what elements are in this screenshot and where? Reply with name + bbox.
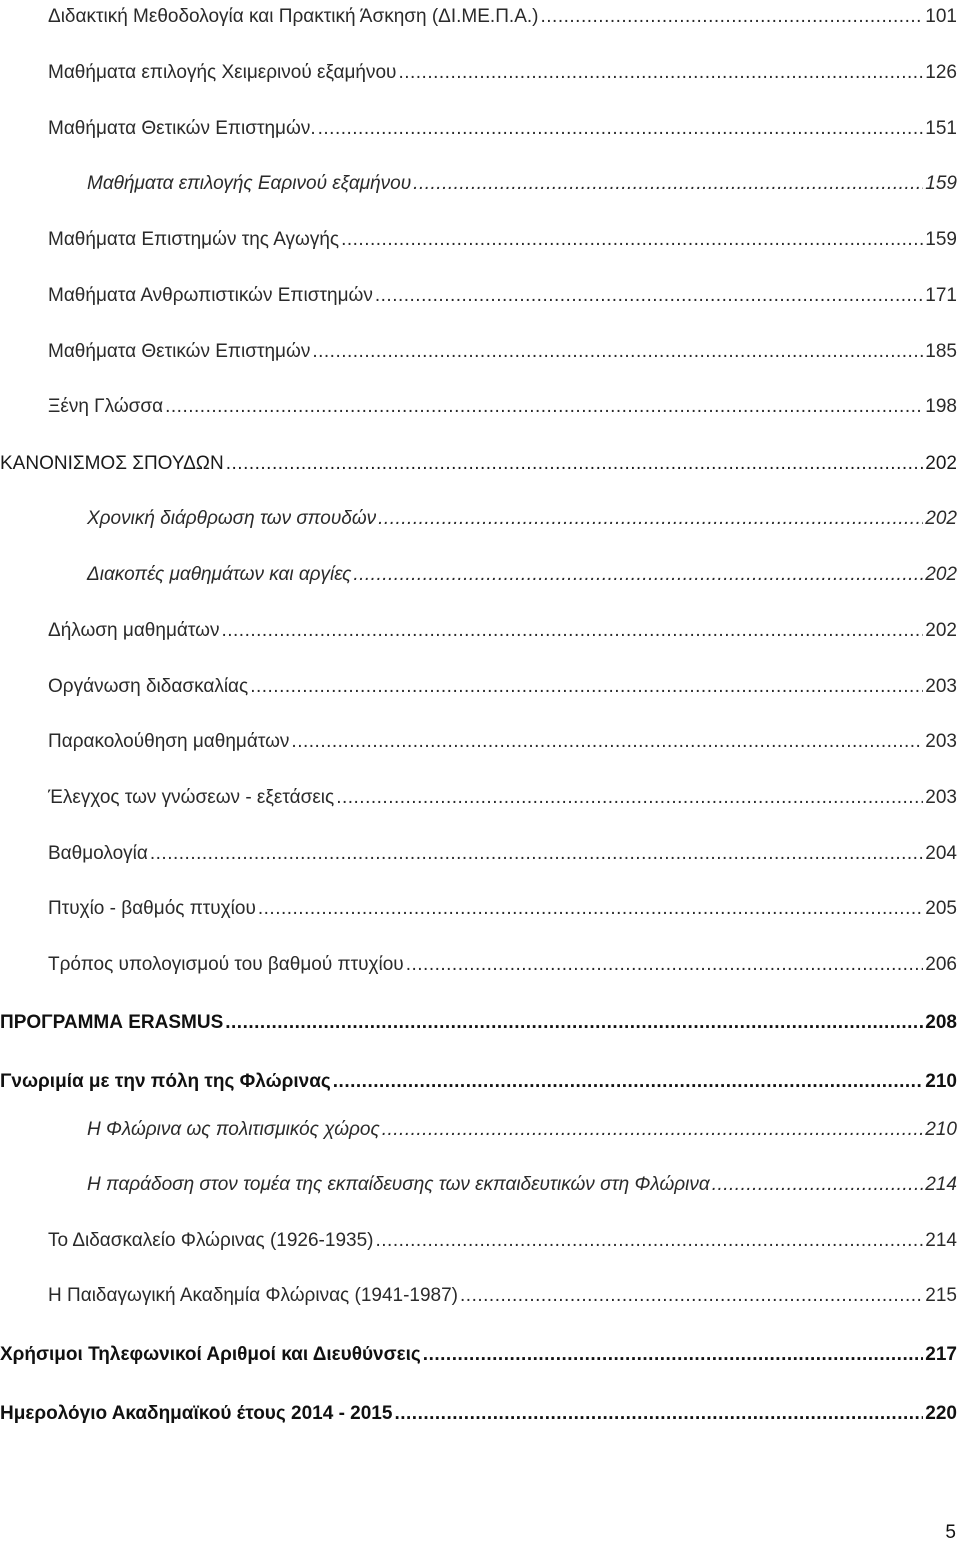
toc-entry[interactable] xyxy=(0,1063,957,1093)
toc-entry-page: 205 xyxy=(925,898,957,919)
toc-dot-leader xyxy=(341,229,923,251)
toc-entry-page: 159 xyxy=(925,173,957,194)
toc-entry[interactable] xyxy=(0,1111,957,1141)
toc-entry-page: 203 xyxy=(925,676,957,697)
toc-dot-leader xyxy=(291,731,923,753)
toc-entry[interactable] xyxy=(0,1222,957,1252)
toc-dot-leader xyxy=(406,954,924,976)
toc-entry[interactable] xyxy=(0,835,957,865)
toc-entry-page: 202 xyxy=(925,564,957,585)
toc-dot-leader xyxy=(382,1119,924,1141)
toc-dot-leader xyxy=(221,620,923,642)
toc-dot-leader xyxy=(413,173,923,195)
toc-entry-page: 214 xyxy=(925,1174,957,1195)
toc-entry[interactable] xyxy=(0,1004,957,1034)
toc-entry-title: Η Φλώρινα ως πολιτισμικός χώρος xyxy=(87,1119,380,1140)
toc-dot-leader xyxy=(378,508,923,530)
toc-entry-page: 210 xyxy=(925,1119,957,1140)
toc-entry[interactable] xyxy=(0,946,957,976)
toc-dot-leader xyxy=(150,843,923,865)
page-number: 5 xyxy=(945,1522,956,1543)
toc-entry[interactable] xyxy=(0,0,957,28)
toc-dot-leader xyxy=(712,1174,924,1196)
toc-entry[interactable] xyxy=(0,388,957,418)
toc-dot-leader xyxy=(460,1285,923,1307)
toc-entry[interactable] xyxy=(0,445,957,475)
toc-entry-page: 208 xyxy=(925,1012,957,1033)
toc-entry-page: 151 xyxy=(925,118,957,139)
toc-dot-leader xyxy=(394,1403,923,1425)
toc-entry-title: Τρόπος υπολογισμού του βαθμού πτυχίου xyxy=(48,954,404,975)
toc-entry-page: 203 xyxy=(925,731,957,752)
toc-entry-title: Μαθήματα Θετικών Επιστημών xyxy=(48,341,311,362)
toc-entry-page: 220 xyxy=(925,1403,957,1424)
toc-entry-title: Βαθμολογία xyxy=(48,843,148,864)
toc-entry-page: 202 xyxy=(925,453,957,474)
toc-dot-leader xyxy=(258,898,923,920)
toc-entry-page: 185 xyxy=(925,341,957,362)
toc-entry-title: Οργάνωση διδασκαλίας xyxy=(48,676,249,697)
toc-dot-leader xyxy=(398,62,923,84)
toc-dot-leader xyxy=(375,1230,923,1252)
toc-entry[interactable] xyxy=(0,779,957,809)
toc-entry[interactable] xyxy=(0,221,957,251)
toc-entry[interactable] xyxy=(0,333,957,363)
toc-entry-page: 198 xyxy=(925,396,957,417)
toc-dot-leader xyxy=(165,396,923,418)
toc-dot-leader xyxy=(333,1071,924,1093)
toc-entry-page: 159 xyxy=(925,229,957,250)
toc-entry-page: 214 xyxy=(925,1230,957,1251)
toc-entry-title: Διδακτική Μεθοδολογία και Πρακτική Άσκηση (ΔΙ.ΜΕ.Π.Α.) xyxy=(48,6,539,27)
toc-entry-title: Χρήσιμοι Τηλεφωνικοί Αριθμοί και Διευθύνσεις xyxy=(0,1344,421,1365)
toc-entry[interactable] xyxy=(0,165,957,195)
toc-entry-title: Έλεγχος των γνώσεων - εξετάσεις xyxy=(48,787,335,808)
toc-entry-title: Το Διδασκαλείο Φλώρινας (1926-1935) xyxy=(48,1230,374,1251)
toc-entry-title: Μαθήματα Επιστημών της Αγωγής xyxy=(48,229,340,250)
toc-entry-title: Πτυχίο - βαθμός πτυχίου xyxy=(48,898,256,919)
toc-entry-page: 202 xyxy=(925,620,957,641)
toc-entry-title: ΚΑΝΟΝΙΣΜΟΣ ΣΠΟΥΔΩΝ xyxy=(0,453,224,474)
toc-entry-page: 101 xyxy=(925,6,957,27)
toc-entry-title: Διακοπές μαθημάτων και αργίες xyxy=(87,564,352,585)
toc-entry[interactable] xyxy=(0,668,957,698)
toc-entry[interactable] xyxy=(0,1336,957,1366)
toc-dot-leader xyxy=(250,676,923,698)
toc-entry[interactable] xyxy=(0,723,957,753)
toc-entry-title: Γνωριμία με την πόλη της Φλώρινας xyxy=(0,1071,331,1092)
toc-entry-page: 215 xyxy=(925,1285,957,1306)
toc-entry-page: 126 xyxy=(925,62,957,83)
toc-entry-title: Μαθήματα επιλογής Χειμερινού εξαμήνου xyxy=(48,62,397,83)
toc-entry[interactable] xyxy=(0,1166,957,1196)
toc-entry-title: Η Παιδαγωγική Ακαδημία Φλώρινας (1941-1987) xyxy=(48,1285,459,1306)
toc-dot-leader xyxy=(318,118,924,140)
toc-dot-leader xyxy=(336,787,923,809)
toc-dot-leader xyxy=(423,1344,924,1366)
toc-entry[interactable] xyxy=(0,1395,957,1425)
toc-entry[interactable] xyxy=(0,556,957,586)
toc-entry-title: Παρακολούθηση μαθημάτων xyxy=(48,731,290,752)
toc-entry-title: Η παράδοση στον τομέα της εκπαίδευσης των εκπαιδευτικών στη Φλώρινα xyxy=(87,1174,710,1195)
toc-entry-title: Μαθήματα επιλογής Εαρινού εξαμήνου xyxy=(87,173,412,194)
toc-entry-page: 210 xyxy=(925,1071,957,1092)
toc-dot-leader xyxy=(353,564,923,586)
toc-entry-page: 202 xyxy=(925,508,957,529)
toc-entry-page: 206 xyxy=(925,954,957,975)
toc-dot-leader xyxy=(226,453,924,475)
toc-entry[interactable] xyxy=(0,612,957,642)
toc-entry-page: 217 xyxy=(925,1344,957,1365)
toc-entry-title: ΠΡΟΓΡΑΜΜΑ ERASMUS xyxy=(0,1012,224,1033)
toc-entry-page: 204 xyxy=(925,843,957,864)
toc-entry-title: Χρονική διάρθρωση των σπουδών xyxy=(87,508,377,529)
toc-entry[interactable] xyxy=(0,890,957,920)
toc-entry[interactable] xyxy=(0,277,957,307)
toc-entry-title: Μαθήματα Ανθρωπιστικών Επιστημών xyxy=(48,285,373,306)
toc-dot-leader xyxy=(375,285,923,307)
toc-entry-title: Δήλωση μαθημάτων xyxy=(48,620,220,641)
toc-entry-title: Ημερολόγιο Ακαδημαϊκού έτους 2014 - 2015 xyxy=(0,1403,393,1424)
toc-dot-leader xyxy=(225,1012,923,1034)
toc-dot-leader xyxy=(541,6,924,28)
toc-entry[interactable] xyxy=(0,110,957,140)
toc-entry[interactable] xyxy=(0,1277,957,1307)
toc-entry[interactable] xyxy=(0,54,957,84)
toc-entry[interactable] xyxy=(0,500,957,530)
toc-entry-title: Μαθήματα Θετικών Επιστημών. xyxy=(48,118,316,139)
toc-dot-leader xyxy=(312,341,923,363)
toc-entry-page: 171 xyxy=(925,285,957,306)
toc-entry-title: Ξένη Γλώσσα xyxy=(48,396,164,417)
toc-entry-page: 203 xyxy=(925,787,957,808)
